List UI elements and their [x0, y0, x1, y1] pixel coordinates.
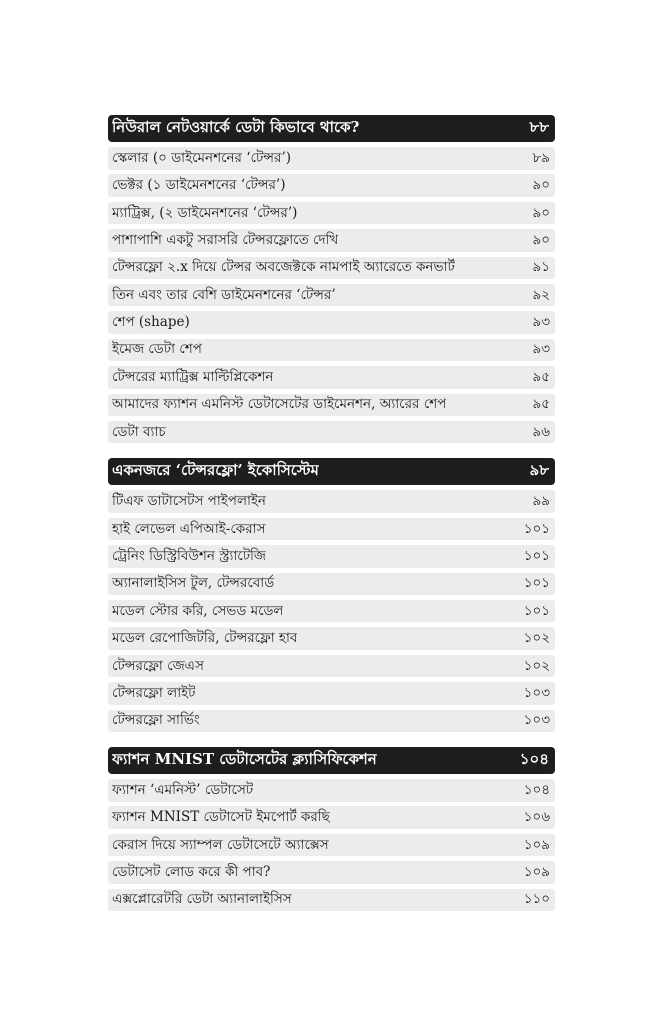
entry-title: ম্যাট্রিক্স, (২ ডাইমেনশনের ‘টেন্সর’): [112, 204, 298, 221]
toc-entry[interactable]: [108, 202, 555, 225]
section-header[interactable]: [108, 458, 555, 485]
entry-title: টেন্সরফ্লো লাইট: [112, 684, 196, 701]
toc-section: [108, 115, 555, 443]
entry-title: টেন্সরফ্লো ২.x দিয়ে টেন্সর অবজেক্টকে নামপাই অ্যারেতে কনভার্ট: [112, 259, 455, 276]
entry-title: ফ্যাশন MNIST ডেটাসেট ইমপোর্ট করছি: [112, 809, 330, 826]
entry-page-number: ১০৬: [523, 809, 550, 826]
toc-entry[interactable]: [108, 779, 555, 802]
toc-section: [108, 747, 555, 911]
toc-entry[interactable]: [108, 600, 555, 623]
entry-title: মডেল স্টোর করি, সেভড মডেল: [112, 602, 284, 619]
toc-entry[interactable]: [108, 490, 555, 513]
entry-page-number: ৯৫: [532, 396, 550, 413]
entry-title: তিন এবং তার বেশি ডাইমেনশনের ‘টেন্সর’: [112, 286, 336, 303]
entry-title: টেন্সরফ্লো সার্ভিং: [112, 712, 200, 729]
entry-page-number: ১০২: [523, 630, 550, 647]
toc-entry[interactable]: [108, 889, 555, 912]
toc-entry[interactable]: [108, 147, 555, 170]
toc-entry[interactable]: [108, 284, 555, 307]
toc-entry[interactable]: [108, 545, 555, 568]
entry-page-number: ১০১: [523, 575, 550, 592]
entry-title: আমাদের ফ্যাশন এমনিস্ট ডেটাসেটের ডাইমেনশন, অ্যারের শেপ: [112, 396, 447, 413]
entry-page-number: ১০১: [523, 547, 550, 564]
entry-page-number: ৯৩: [532, 314, 550, 331]
entry-page-number: ১১০: [523, 891, 550, 908]
entry-page-number: ১০২: [523, 657, 550, 674]
toc-entry[interactable]: [108, 394, 555, 417]
entry-page-number: ১০৩: [523, 712, 550, 729]
toc-entry[interactable]: [108, 834, 555, 857]
toc-entry[interactable]: [108, 627, 555, 650]
toc-section: [108, 458, 555, 732]
entry-page-number: ১০৪: [523, 781, 550, 798]
entry-title: ভেক্টর (১ ডাইমেনশনের ‘টেন্সর’): [112, 177, 286, 194]
entry-title: ফ্যাশন ‘এমনিস্ট’ ডেটাসেট: [112, 781, 254, 798]
toc-entry[interactable]: [108, 682, 555, 705]
toc-entry[interactable]: [108, 655, 555, 678]
section-page-number: ৮৮: [529, 118, 549, 136]
toc-entry[interactable]: [108, 174, 555, 197]
entry-title: পাশাপাশি একটু সরাসরি টেন্সরফ্লোতে দেখি: [112, 231, 339, 248]
entry-title: টেন্সরের ম্যাট্রিক্স মাল্টিপ্লিকেশন: [112, 368, 274, 385]
entry-page-number: ৯০: [532, 231, 550, 248]
entry-page-number: ৯২: [532, 286, 550, 303]
section-page-number: ৯৮: [529, 461, 549, 480]
entry-title: টিএফ ডাটাসেটস পাইপলাইন: [112, 493, 266, 510]
entry-page-number: ৮৯: [532, 149, 550, 166]
entry-page-number: ৯৯: [532, 493, 550, 510]
toc-entry[interactable]: [108, 229, 555, 252]
toc-entry[interactable]: [108, 861, 555, 884]
section-title: ফ্যাশন MNIST ডেটাসেটের ক্ল্যাসিফিকেশন: [112, 750, 377, 769]
section-header[interactable]: [108, 747, 555, 774]
entry-page-number: ৯৩: [532, 341, 550, 358]
toc-entry[interactable]: [108, 339, 555, 362]
entry-title: অ্যানালাইসিস টুল, টেন্সরবোর্ড: [112, 575, 275, 592]
entry-title: হাই লেভেল এপিআই-কেরাস: [112, 520, 266, 537]
entry-title: টেন্সরফ্লো জেএস: [112, 657, 204, 674]
entry-page-number: ৯১: [532, 259, 550, 276]
entry-title: ট্রেনিং ডিস্ট্রিবিউশন স্ট্র্যাটেজি: [112, 547, 266, 564]
section-header[interactable]: [108, 115, 555, 142]
entry-page-number: ১০১: [523, 520, 550, 537]
table-of-contents: [108, 115, 555, 916]
entry-title: স্কেলার (০ ডাইমেনশনের ‘টেন্সর’): [112, 149, 291, 166]
entry-title: ডেটা ব্যাচ: [112, 423, 166, 440]
entry-page-number: ১০১: [523, 602, 550, 619]
entry-title: ডেটাসেট লোড করে কী পাব?: [112, 863, 271, 880]
section-title: একনজরে ‘টেন্সরফ্লো’ ইকোসিস্টেম: [112, 461, 319, 480]
entry-page-number: ১০৯: [523, 836, 550, 853]
toc-entry[interactable]: [108, 257, 555, 280]
entry-title: কেরাস দিয়ে স্যাম্পল ডেটাসেটে অ্যাক্সেস: [112, 836, 329, 853]
entry-title: মডেল রেপোজিটরি, টেন্সরফ্লো হাব: [112, 630, 298, 647]
section-title: নিউরাল নেটওয়ার্কে ডেটা কিভাবে থাকে?: [112, 118, 360, 136]
entry-title: ইমেজ ডেটা শেপ: [112, 341, 202, 358]
entry-page-number: ৯৬: [532, 423, 550, 440]
toc-entry[interactable]: [108, 573, 555, 596]
entry-page-number: ৯০: [532, 177, 550, 194]
entry-title: এক্সপ্লোরেটরি ডেটা অ্যানালাইসিস: [112, 891, 292, 908]
toc-entry[interactable]: [108, 518, 555, 541]
toc-entry[interactable]: [108, 421, 555, 444]
entry-page-number: ৯৫: [532, 368, 550, 385]
section-page-number: ১০৪: [519, 750, 549, 769]
toc-entry[interactable]: [108, 710, 555, 733]
toc-entry[interactable]: [108, 311, 555, 334]
entry-title: শেপ (shape): [112, 314, 190, 331]
entry-page-number: ১০৯: [523, 863, 550, 880]
toc-entry[interactable]: [108, 806, 555, 829]
entry-page-number: ৯০: [532, 204, 550, 221]
entry-page-number: ১০৩: [523, 684, 550, 701]
toc-entry[interactable]: [108, 366, 555, 389]
